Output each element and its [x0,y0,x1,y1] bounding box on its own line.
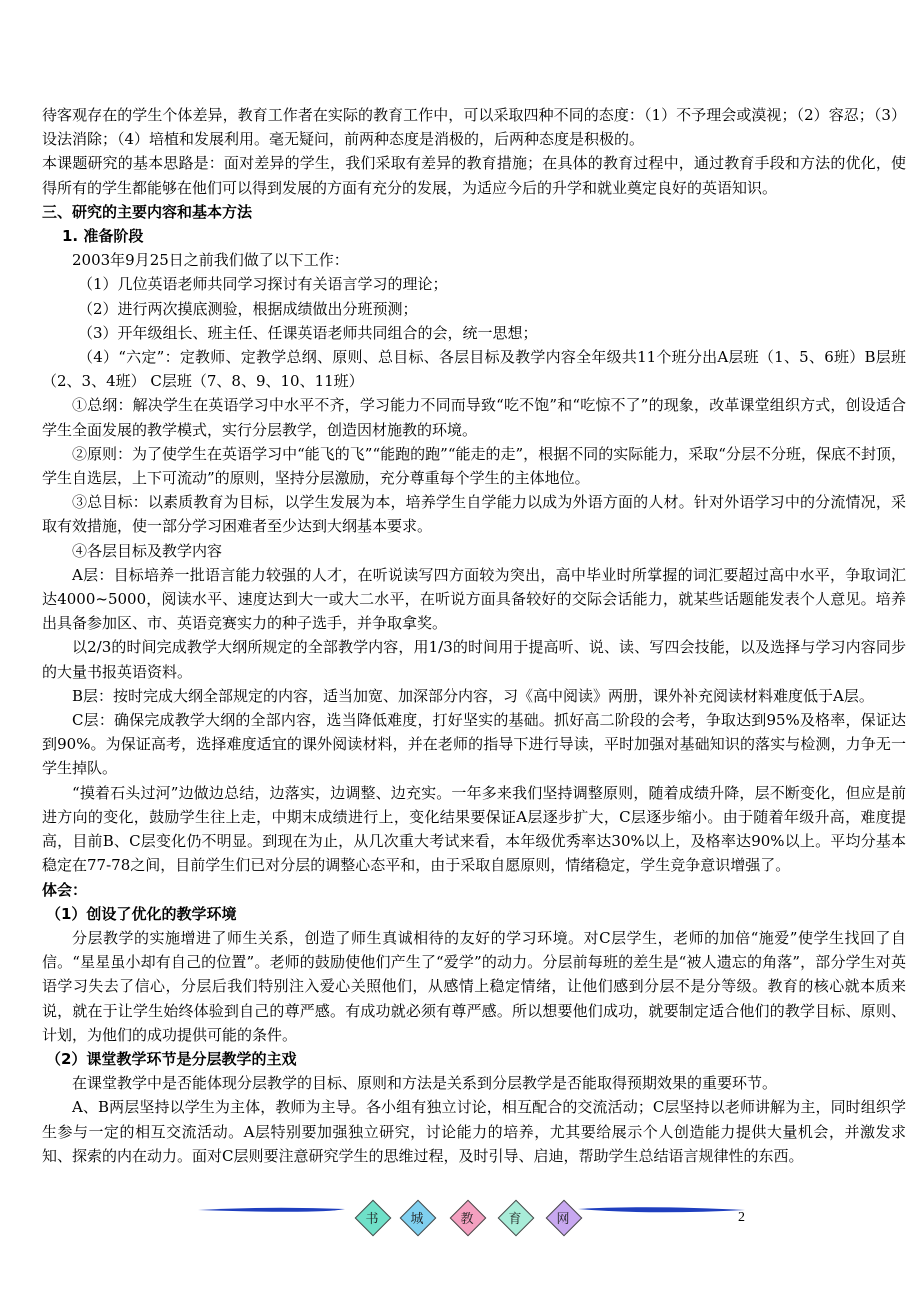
paragraph: 分层教学的实施增进了师生关系，创造了师生真诚相待的友好的学习环境。对C层学生，老师的加倍“施爱”使学生找回了自信。“星星虽小却有自己的位置”。老师的鼓励使他们产生了“爱学”的动力。分层前每班的差生是“被人遗忘的角落”，部分学生对英语学习失去了信心，分层后我们特别注入爱心关照他们，从感情上稳定情绪，让他们感到分层不是分等级。教育的核心就本质来说，就在于让学生始终体验到自己的尊严感。有成功就必须有尊严感。所以想要他们成功，就要制定适合他们的教学目标、原则、计划，为他们的成功提供可能的条件。 [42,928,906,1044]
section-heading: 体会： [42,880,88,899]
section-heading: （1）创设了优化的教学环境 [46,904,237,923]
paragraph: （3）开年级组长、班主任、任课英语老师共同组合的会，统一思想； [78,323,538,342]
paragraph: ③总目标：以素质教育为目标，以学生发展为本，培养学生自学能力以成为外语方面的人材。针对外语学习中的分流情况，采取有效措施，使一部分学习困难者至少达到大纲基本要求。 [42,493,906,536]
section-heading: 三、研究的主要内容和基本方法 [42,202,253,221]
paragraph: 本课题研究的基本思路是：面对差异的学生，我们采取有差异的教育措施；在具体的教育过程中，通过教育手段和方法的优化，使得所有的学生都能够在他们可以得到发展的方面有充分的发展，为适应今后的升学和就业奠定良好的英语知识。 [42,154,906,197]
footer-badge [498,1200,532,1234]
page-number: 2 [738,1210,745,1225]
paragraph: B层：按时完成大纲全部规定的内容，适当加宽、加深部分内容，习《高中阅读》两册，课外补充阅读材料难度低于A层。 [72,686,874,705]
footer-badge-char: 网 [556,1211,570,1227]
section-heading: 1. 准备阶段 [62,227,144,246]
footer-badge [450,1200,484,1234]
paragraph: ①总纲：解决学生在英语学习中水平不齐，学习能力不同而导致“吃不饱”和“吃惊不了”的现象，改革课堂组织方式，创设适合学生全面发展的教学模式，实行分层教学，创造因材施教的环境。 [42,396,906,439]
paragraph: 在课堂教学中是否能体现分层教学的目标、原则和方法是关系到分层教学是否能取得预期效果的重要环节。 [72,1074,778,1093]
footer-badge [400,1200,434,1234]
footer-badge-char: 育 [508,1211,522,1227]
paragraph: （1）几位英语老师共同学习探讨有关语言学习的理论； [78,275,448,294]
paragraph: A、B两层坚持以学生为主体，教师为主导。各小组有独立讨论，相互配合的交流活动；C层坚持以老师讲解为主，同时组织学生参与一定的相互交流活动。A层特别要加强独立研究，讨论能力的培养，尤其要给展示个人创造能力提供大量机会，并激发求知、探索的内在动力。面对C层则要注意研究学生的思维过程，及时引导、启迪，帮助学生总结语言规律性的东西。 [42,1098,906,1165]
footer-left-line [198,1208,345,1212]
paragraph: ④各层目标及教学内容 [72,541,223,560]
paragraph: 待客观存在的学生个体差异，教育工作者在实际的教育工作中，可以采取四种不同的态度：（1）不予理会或漠视；（2）容忍；（3）设法消除；（4）培植和发展利用。毫无疑问，前两种态度是消极的，后两种态度是积极的。 [42,106,906,149]
section-heading: （2）课堂教学环节是分层教学的主戏 [46,1049,297,1068]
footer-right-line [578,1207,745,1212]
paragraph: A层：目标培养一批语言能力较强的人才，在听说读写四方面较为突出，高中毕业时所掌握的词汇要超过高中水平，争取词汇达4000~5000，阅读水平、速度达到大一或大二水平，在听说方面具备较好的交际会话能力，就某些话题能发表个人意见。培养出具备参加区、市、英语竞赛实力的种子选手，并争取拿奖。 [42,565,906,633]
paragraph: 以2/3的时间完成教学大纲所规定的全部教学内容，用1/3的时间用于提高听、说、读、写四会技能，以及选择与学习内容同步的大量书报英语资料。 [42,638,906,681]
footer-badge-char: 城 [410,1211,424,1227]
paragraph: “摸着石头过河”边做边总结，边落实，边调整、边充实。一年多来我们坚持调整原则，随着成绩升降，层不断变化，但应是前进方向的变化，鼓励学生往上走，中期末成绩进行上，变化结果要保证A层逐步扩大，C层逐步缩小。由于随着年级升高，难度提高，目前B、C层变化仍不明显。到现在为止，从几次重大考试来看，本年级优秀率达30%以上，及格率达90%以上。平均分基本稳定在77-78之间，目前学生们已对分层的调整心态平和，由于采取自愿原则，情绪稳定，学生竞争意识增强了。 [42,783,906,875]
paragraph: ②原则：为了使学生在英语学习中“能飞的飞”“能跑的跑”“能走的走”，根据不同的实际能力，采取“分层不分班，保底不封顶，学生自选层，上下可流动”的原则，坚持分层激励，充分尊重每个学生的主体地位。 [42,444,906,488]
footer-badge-char: 书 [365,1211,379,1227]
footer-badge [355,1200,389,1234]
paragraph: （4）“六定”：定教师、定教学总纲、原则、总目标、各层目标及教学内容全年级共11个班分出A层班（1、5、6班）B层班（2、3、4班） C层班（7、8、9、10、11班） [42,348,906,391]
paragraph: （2）进行两次摸底测验，根据成绩做出分班预测； [78,299,418,318]
paragraph: C层：确保完成教学大纲的全部内容，选当降低难度，打好坚实的基础。抓好高二阶段的会考，争取达到95%及格率，保证达到90%。为保证高考，选择难度适宜的课外阅读材料，并在老师的指导下进行导读，平时加强对基础知识的落实与检测，力争无一学生掉队。 [42,711,906,778]
footer-badge-char: 教 [460,1211,474,1227]
paragraph: 2003年9月25日之前我们做了以下工作： [72,251,349,270]
document-body [42,103,906,1168]
footer-badge [546,1200,580,1234]
footer-banner [0,1196,920,1256]
